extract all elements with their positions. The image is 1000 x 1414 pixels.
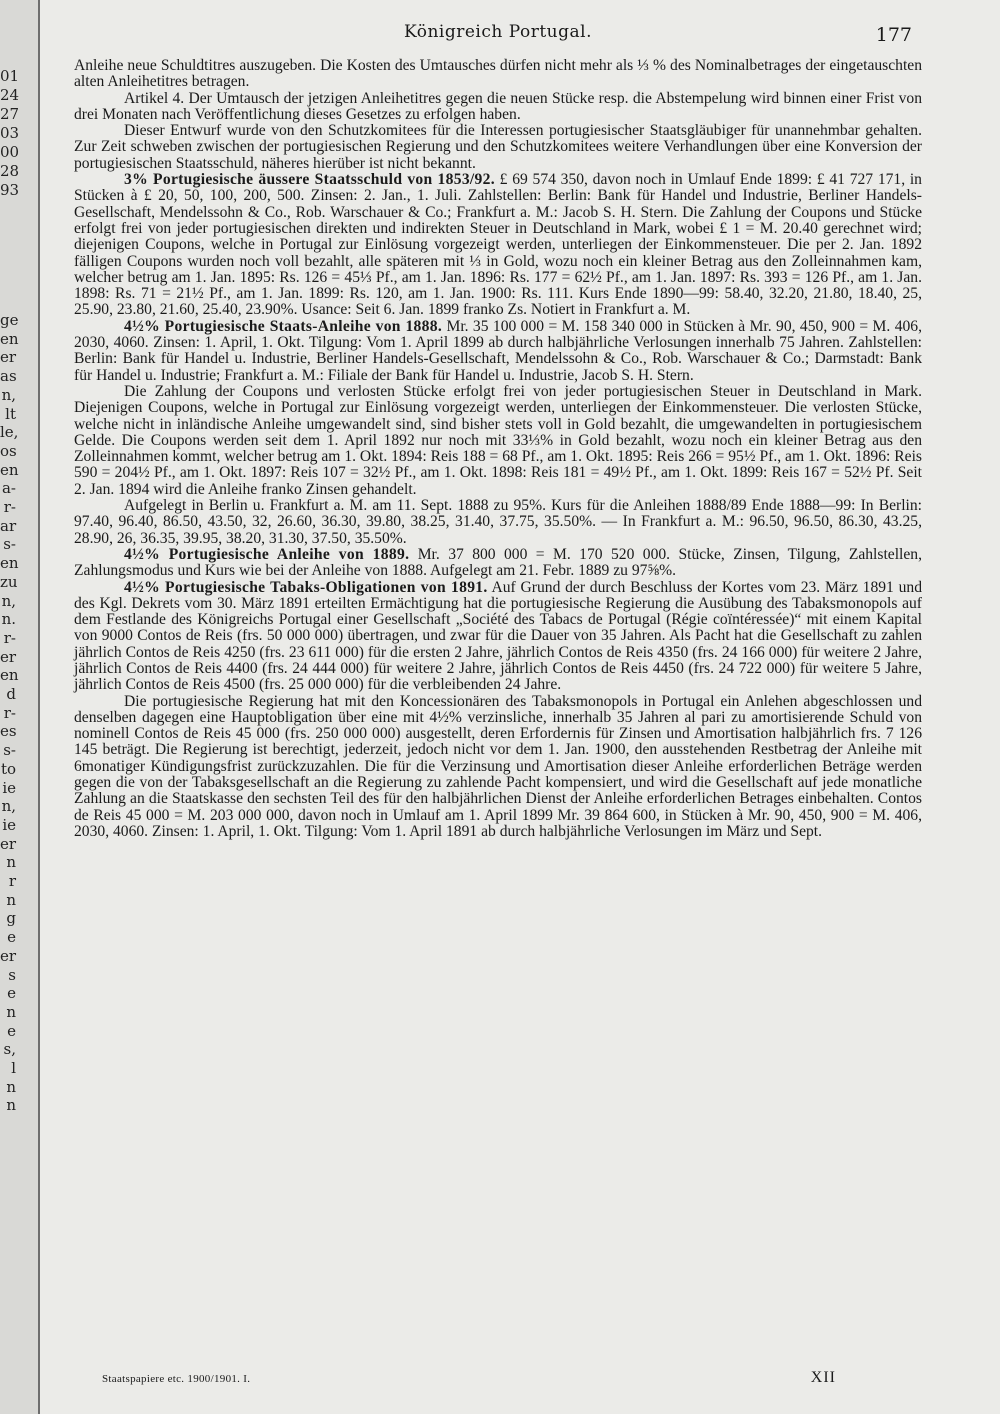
page-divider-line: [38, 0, 40, 1414]
margin-fragment: en: [0, 666, 19, 685]
margin-fragment: l: [11, 1059, 16, 1077]
margin-fragment: 27: [0, 105, 20, 123]
paragraph-text: Mr. 35 100 000 = M. 158 340 000 in Stücken à Mr. 90, 450, 900 = M. 406, 2030, 4060. Zinsen: 1. April, 1. Okt. Tilgung: Vom 1. April 1899 ab durch halbjährliche Verlosungen innerhalb 75 Jahren. Zahlstellen: Berlin: Bank für Handel u. Industrie, Berliner Handels-Gesellschaft, Mendelssohn & Co., Rob. Warschauer & Co.; Darmstadt: Bank für Handel u. Industrie; Frankfurt a. M.: Filiale der Bank für Handel u. Industrie, Jacob S. H. Stern.: [74, 317, 922, 384]
paragraph-text: Anleihe neue Schuldtitres auszugeben. Die Kosten des Umtausches dürfen nicht mehr als ⅓ % des Nominalbetrages der eingetauschten alten Anleihetitres betragen.: [74, 57, 922, 91]
paragraph-text: Auf Grund der durch Beschluss der Kortes vom 23. März 1891 und des Kgl. Dekrets vom 30. März 1891 erteilten Ermächtigung hat die portugiesische Regierung die Ausübung des Tabaksmonopols auf dem Festlande des Königreichs Portugal einer Gesellschaft „Société des Tabacs de Portugal (Régie coïntéressée)“ mit einem Kapital von 9000 Contos de Reis (frs. 50 000 000) übertragen, und zwar für die Dauer von 35 Jahren. Als Pacht hat die Gesellschaft zu zahlen jährlich Contos de Reis 4250 (frs. 23 611 000) für die ersten 2 Jahre, jährlich Contos de Reis 4350 (frs. 24 166 000) für weitere 2 Jahre, jährlich Contos de Reis 4400 (frs. 24 444 000) für weitere 2 Jahre, jährlich Contos de Reis 4450 (frs. 24 722 000) für weitere 5 Jahre, jährlich Contos de Reis 4500 (frs. 25 000 000) für die verbleibenden 24 Jahre.: [74, 578, 922, 694]
margin-fragment: e: [7, 1021, 16, 1040]
margin-fragment: er: [0, 946, 17, 965]
paragraph-text: £ 69 574 350, davon noch in Umlauf Ende 1899: £ 41 727 171, in Stücken à £ 20, 50, 100, 200, 500. Zinsen: 2. Jan., 1. Juli. Zahlstellen: Berlin: Bank für Handel und Industrie, Berliner Handels-Gesellschaft, Mendelssohn & Co., Rob. Warschauer & Co.; Frankfurt a. M.: Jacob S. H. Stern. Die Zahlung der Coupons und Stücke erfolgt frei von jeder portugiesischen direkten und indirekten Steuer in Deutschland in Mark, wobei £ 1 = M. 20.40 gerechnet wird; diejenigen Coupons, welche in Portugal zur Einlösung vorgezeigt werden, unterliegen der Einkommensteuer. Die per 2. Jan. 1892 fälligen Coupons wurden noch voll bezahlt, alle späteren mit ⅓ in Gold, wozu noch ein kleiner Betrag aus den Zolleinnahmen kam, welcher betrug am 1. Jan. 1895: Rs. 126 = 45⅓ Pf., am 1. Jan. 1896: Rs. 177 = 62½ Pf., am 1. Jan. 1897: Rs. 393 = 126 Pf., am 1. Jan. 1898: Rs. 71 = 21½ Pf., am 1. Jan. 1899: Rs. 120, am 1. Jan. 1900: Rs. 111. Kurs Ende 1890—99: 58.40, 32.20, 21.80, 18.40, 25, 25.90, 23.80, 21.60, 25.40, 23.90%. Usance: Seit 6. Jan. 1899 franko Zs. Notiert in Frankfurt a. M.: [74, 171, 922, 319]
document-page: [74, 22, 922, 1402]
margin-fragment: r-: [3, 628, 16, 647]
margin-fragment: n,: [1, 591, 16, 610]
footer-signature: Staatspapiere etc. 1900/1901. I.: [102, 1373, 251, 1385]
margin-fragment: zu: [0, 572, 18, 591]
section-heading: 4½% Portugiesische Anleihe von 1889.: [124, 545, 410, 563]
paragraph: [74, 91, 922, 124]
paragraph: [74, 319, 922, 384]
margin-fragment: a-: [1, 479, 16, 498]
margin-fragment: ie: [2, 778, 16, 797]
sheet-signature: XII: [810, 1369, 836, 1386]
margin-fragment: n: [6, 853, 16, 872]
margin-fragment: n: [6, 1077, 16, 1096]
margin-fragment: e: [7, 928, 16, 947]
paragraph-text: Mr. 37 800 000 = M. 170 520 000. Stücke, Zinsen, Tilgung, Zahlstellen, Zahlungsmodus und Kurs wie bei der Anleihe von 1888. Aufgelegt am 21. Febr. 1889 zu 97⅝%.: [74, 545, 922, 580]
margin-fragment: 24: [0, 86, 20, 104]
left-page-gutter: [0, 0, 38, 1414]
margin-fragment: er: [0, 834, 17, 853]
running-title: Königreich Portugal.: [404, 22, 592, 42]
margin-fragment: s-: [3, 741, 16, 760]
paragraph-text: Aufgelegt in Berlin u. Frankfurt a. M. am 11. Sept. 1888 zu 95%. Kurs für die Anleihen 1888/89 Ende 1888—99: In Berlin: 97.40, 96.40, 86.50, 43.50, 32, 26.60, 36.30, 39.80, 38.25, 31.40, 37.75, 35.50%. — In Frankfurt a. M.: 96.50, 96.50, 86.30, 43.25, 28.90, 26, 36.35, 39.95, 38.20, 31.30, 37.50, 35.50%.: [74, 497, 922, 547]
paragraph: [74, 580, 922, 694]
margin-fragment: r-: [3, 703, 16, 722]
page-header: [74, 22, 922, 58]
section-heading: 4½% Portugiesische Tabaks-Obligationen von 1891.: [124, 578, 488, 596]
margin-fragment: es: [0, 722, 17, 741]
margin-fragment: s,: [3, 1040, 16, 1059]
paragraph-text: Artikel 4. Der Umtausch der jetzigen Anleihetitres gegen die neuen Stücke resp. die Abstempelung wird binnen einer Frist von drei Monaten nach Veröffentlichung dieses Gesetzes zu erfolgen haben.: [74, 89, 922, 123]
paragraph: [74, 694, 922, 841]
margin-fragment: lt: [5, 404, 16, 423]
margin-fragment: s-: [3, 535, 16, 554]
margin-fragment: 03: [0, 124, 20, 142]
margin-fragment: as: [0, 367, 17, 386]
body-text: [74, 58, 922, 840]
margin-fragment: r-: [3, 498, 16, 516]
margin-fragment: g: [6, 909, 16, 928]
margin-fragment: 00: [0, 143, 20, 161]
margin-fragment: to: [0, 759, 16, 778]
margin-fragment: n,: [1, 797, 16, 816]
margin-fragment: n: [6, 1096, 16, 1115]
paragraph-text: Die Zahlung der Coupons und verlosten Stücke erfolgt frei von jeder portugiesischen Steuer in Deutschland in Mark. Diejenigen Coupons, welche in Portugal zur Einlösung vorgezeigt werden, unterliegen der Einkommensteuer. Die verlosten Stücke, welche nicht in inländische Anleihe umgewandelt sind, sind bisher stets voll in Gold bezahlt, die umgewandelten in portugiesischem Gelde. Die Coupons werden seit dem 1. April 1892 nur noch mit 33⅓% in Gold bezahlt, wozu noch ein kleiner Betrag aus den Zolleinnahmen kommt, welcher betrug am 1. Okt. 1894: Reis 188 = 68 Pf., am 1. Okt. 1895: Reis 266 = 95½ Pf., am 1. Okt. 1896: Reis 590 = 204½ Pf., am 1. Okt. 1897: Reis 107 = 32½ Pf., am 1. Okt. 1898: Reis 181 = 49½ Pf., am 1. Okt. 1899: Reis 167 = 52½ Pf. Seit 2. Jan. 1894 wird die Anleihe franko Zinsen gehandelt.: [74, 382, 922, 498]
paragraph: [74, 123, 922, 172]
margin-fragment: r: [8, 872, 16, 890]
margin-fragment: en: [0, 554, 19, 573]
margin-fragment: ge: [0, 311, 19, 329]
margin-fragment: n,: [1, 385, 16, 404]
margin-fragment: en: [0, 329, 19, 348]
section-heading: 3% Portugiesische äussere Staatsschuld von 1853/92.: [124, 171, 495, 189]
margin-fragment: en: [0, 460, 19, 479]
margin-fragment: 01: [0, 67, 20, 85]
margin-fragment: n.: [1, 610, 16, 629]
page-number: 177: [875, 24, 912, 46]
margin-fragment: er: [0, 647, 17, 666]
margin-fragment: os: [0, 441, 17, 460]
section-heading: 4½% Portugiesische Staats-Anleihe von 1888.: [124, 317, 443, 335]
paragraph-text: Die portugiesische Regierung hat mit den Koncessionären des Tabaksmonopols in Portugal ein Anlehen abgeschlossen und denselben dagegen eine Hauptobligation über eine mit 4½% verzinsliche, innerhalb 35 Jahren al pari zu amortisierende Schuld von nominell Contos de Reis 45 000 (frs. 250 000 000) ausgestellt, deren Erfordernis für Zinsen und Amortisation halbjährlich frs. 7 126 145 beträgt. Die Regierung ist berechtigt, jederzeit, jedoch nicht vor dem 1. Jan. 1900, den ausstehenden Restbetrag der Anleihe mit 6monatiger Kündigungsfrist zurückzuzahlen. Die für die Verzinsung und Amortisation dieser Anleihe erforderlichen Beträge werden gegen die von der Tabaksgesellschaft an die Regierung zu zahlende Pacht kompensiert, und wird die Gesellschaft auf jede monatliche Zahlung an die Staatskasse den sechsten Teil des für den halbjährlichen Dienst der Anleihe erforderlichen Betrages einbehalten. Contos de Reis 45 000 = M. 203 000 000, davon noch in Umlauf am 1. April 1899 Mr. 39 864 600, in Stücken à Mr. 90, 450, 900 = M. 406, 2030, 4060. Zinsen: 1. April, 1. Okt. Tilgung: Vom 1. April 1891 ab durch halbjährliche Verlosungen im März und Sept.: [74, 692, 922, 840]
margin-fragment: ar: [0, 516, 17, 535]
margin-fragment: d: [6, 685, 16, 703]
paragraph: [74, 498, 922, 547]
margin-fragment: 28: [0, 162, 20, 180]
margin-fragment: n: [6, 890, 16, 909]
margin-fragment: 93: [0, 181, 20, 199]
paragraph: [74, 547, 922, 580]
paragraph: [74, 58, 922, 91]
margin-fragment: er: [0, 348, 17, 367]
margin-fragment: n: [6, 1002, 16, 1021]
margin-fragment: e: [7, 984, 16, 1003]
margin-fragment: ie: [2, 815, 16, 834]
margin-fragment: le,: [0, 423, 19, 442]
paragraph: [74, 172, 922, 319]
paragraph-text: Dieser Entwurf wurde von den Schutzkomitees für die Interessen portugiesischer Staatsgläubiger für unannehmbar gehalten. Zur Zeit schweben zwischen der portugiesischen Regierung und den Schutzkomitees weitere Verhandlungen über eine Konversion der portugiesischen Staatsschuld, näheres hierüber ist nicht bekannt.: [74, 122, 922, 172]
paragraph: [74, 384, 922, 498]
page-footer: [94, 1367, 922, 1397]
margin-fragment: s: [8, 965, 16, 984]
